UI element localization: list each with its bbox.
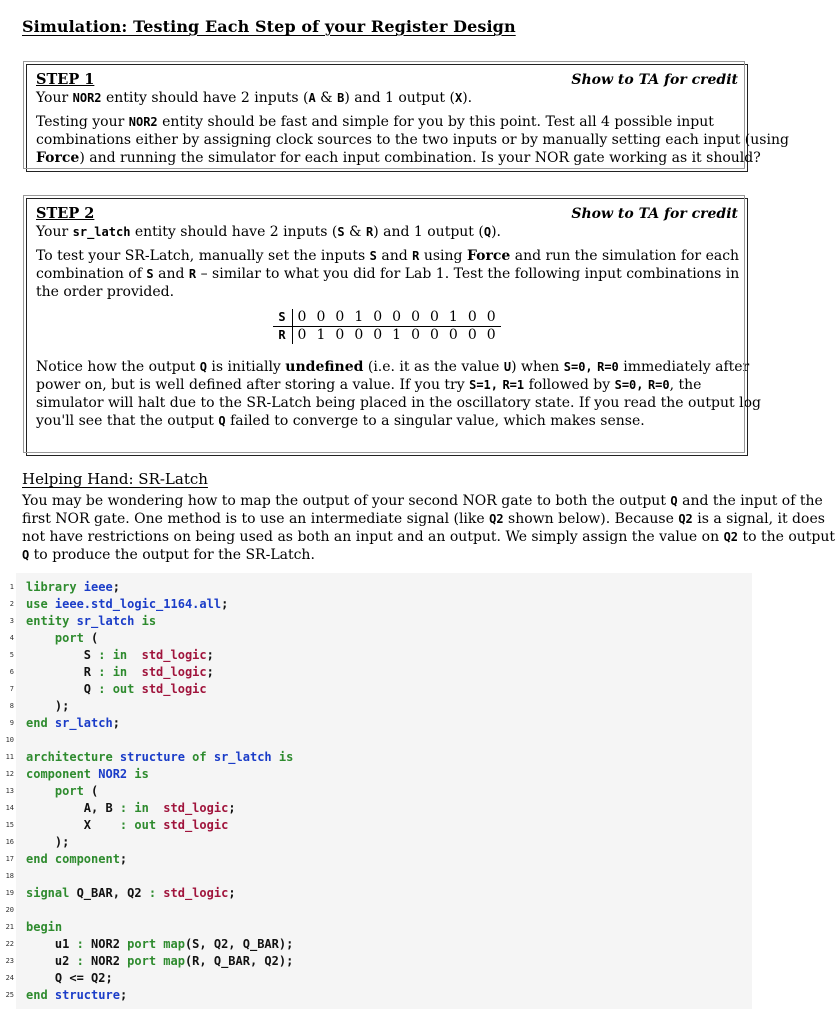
code-token: ;	[228, 801, 236, 815]
line-number: 11	[5, 753, 14, 761]
code-token: port	[54, 784, 92, 798]
code-token: :	[76, 954, 92, 968]
code-token: port map	[127, 954, 185, 968]
code-line	[26, 902, 293, 919]
code-line	[26, 647, 293, 664]
code-token: ;	[206, 648, 214, 662]
line-number: 15	[5, 821, 14, 829]
code-token: ;	[119, 852, 128, 866]
code-token: ;	[112, 716, 120, 730]
code-token: :	[76, 937, 92, 951]
code-line	[26, 783, 293, 800]
code-token: ;	[206, 665, 214, 679]
code-line	[26, 613, 293, 630]
code-token: (	[91, 631, 99, 645]
code-token: end component	[26, 852, 120, 866]
code-token: (S, Q2, Q_BAR);	[184, 937, 294, 951]
code-token: X	[26, 818, 120, 832]
code-token: : out	[119, 818, 164, 832]
row-label-r: R	[273, 327, 292, 345]
code-token: : in	[98, 648, 142, 662]
code-token: port map	[127, 937, 185, 951]
code-token: use	[26, 597, 55, 611]
code-token: ;	[221, 597, 229, 611]
code-line	[26, 817, 293, 834]
code-token: signal	[26, 886, 77, 900]
code-line	[26, 681, 293, 698]
code-token: architecture	[26, 750, 120, 764]
step2-intro: Your sr_latch entity should have 2 inputs (S & R) and 1 output (Q).	[36, 224, 501, 240]
line-number: 8	[9, 702, 14, 710]
line-number: 13	[5, 787, 14, 795]
code-line	[26, 868, 293, 885]
step2-para1: To test your SR-Latch, manually set the inputs S and R using Force and run the simulation for each combination of S and R – similar to what you did for Lab 1. Test the following input combinations in the order provided.	[36, 248, 740, 300]
input-combination-table	[273, 309, 500, 344]
code-token: std_logic	[163, 801, 229, 815]
code-token: Q	[26, 682, 99, 696]
code-token: A, B	[26, 801, 120, 815]
code-token: std_logic	[141, 665, 207, 679]
code-line	[26, 919, 293, 936]
table-row-s: S 0 0 0 1 0 0 0 0 1 0 0	[273, 309, 500, 327]
code-token: NOR2	[98, 767, 135, 781]
code-token: :	[148, 886, 164, 900]
step1-box	[26, 64, 789, 172]
code-token: u2	[26, 954, 77, 968]
line-number: 4	[9, 634, 14, 642]
line-number: 2	[9, 600, 14, 608]
code-lines	[26, 579, 293, 1004]
helping-hand-text: You may be wondering how to map the output of your second NOR gate to both the output Q and the input of the first NOR gate. One method is to use an intermediate signal (like Q2 shown below). Because Q2 is a signal, it does not have restrictions on being used as both an input and an output. We simply assign the value on Q2 to the output Q to produce the output for the SR-Latch.	[22, 493, 835, 563]
line-number: 24	[5, 974, 14, 982]
step2-label: STEP 2	[36, 205, 95, 222]
line-number: 7	[9, 685, 14, 693]
code-token: ;	[112, 580, 120, 594]
code-token: u1	[26, 937, 77, 951]
code-token: S	[26, 648, 99, 662]
code-token: Q <= Q2;	[26, 971, 113, 985]
code-line	[26, 766, 293, 783]
line-number-gutter	[2, 579, 14, 1004]
code-token: std_logic	[141, 682, 207, 696]
code-token: : out	[98, 682, 142, 696]
code-token: entity	[26, 614, 77, 628]
code-token: of	[192, 750, 214, 764]
code-token: std_logic	[163, 818, 229, 832]
line-number: 18	[5, 872, 14, 880]
code-line	[26, 596, 293, 613]
code-token: ;	[228, 886, 236, 900]
code-line	[26, 715, 293, 732]
code-token: structure	[54, 988, 120, 1002]
line-number: 23	[5, 957, 14, 965]
code-token: ;	[119, 988, 128, 1002]
code-token: (R, Q_BAR, Q2);	[184, 954, 294, 968]
code-token: R	[26, 665, 99, 679]
code-token: end	[26, 988, 55, 1002]
step1-label: STEP 1	[36, 71, 95, 88]
line-number: 10	[5, 736, 14, 744]
code-token: NOR2	[91, 954, 128, 968]
line-number: 9	[9, 719, 14, 727]
code-token: library	[26, 580, 84, 594]
code-line	[26, 851, 293, 868]
line-number: 17	[5, 855, 14, 863]
code-token: std_logic	[141, 648, 207, 662]
code-line	[26, 698, 293, 715]
code-line	[26, 953, 293, 970]
code-token: end	[26, 716, 55, 730]
code-token: (	[91, 784, 99, 798]
code-line	[26, 987, 293, 1004]
line-number: 5	[9, 651, 14, 659]
code-token: is	[134, 767, 149, 781]
line-number: 20	[5, 906, 14, 914]
code-token: : in	[98, 665, 142, 679]
line-number: 21	[5, 923, 14, 931]
step2-para2: Notice how the output Q is initially undefined (i.e. it as the value U) when S=0, R=0 immediately after power on, but is well defined after storing a value. If you try S=1, R=1 followed by S=0, R=0, the simulator will halt due to the SR-Latch being placed in the oscillatory state. If you read the output log you'll see that the output Q failed to converge to a singular value, which makes sense.	[36, 359, 761, 429]
code-token: NOR2	[91, 937, 128, 951]
row-label-s: S	[273, 309, 292, 327]
line-number: 22	[5, 940, 14, 948]
code-token: : in	[119, 801, 164, 815]
step1-body: Testing your NOR2 entity should be fast and simple for you by this point. Test all 4 possible input combinations either by assigning clock sources to the two inputs or by manually setting each input (using Force) and running the simulator for each input combination. Is your NOR gate working as it should?	[36, 114, 789, 166]
code-token: sr_latch	[54, 716, 113, 730]
step1-intro: Your NOR2 entity should have 2 inputs (A & B) and 1 output (X).	[36, 90, 473, 106]
code-token	[26, 631, 55, 645]
table-row-r: R 0 1 0 0 0 1 0 0 0 0 0	[273, 327, 500, 345]
code-token: structure	[119, 750, 193, 764]
code-line	[26, 579, 293, 596]
code-token: Q_BAR, Q2	[76, 886, 149, 900]
helping-hand-title: Helping Hand: SR-Latch	[22, 470, 208, 488]
code-line	[26, 732, 293, 749]
code-token: );	[26, 835, 70, 849]
code-token: is	[278, 750, 294, 764]
code-token: std_logic	[163, 886, 229, 900]
line-number: 1	[9, 583, 14, 591]
code-line	[26, 936, 293, 953]
code-line	[26, 885, 293, 902]
code-token: ieee.std_logic_1164.all	[54, 597, 222, 611]
line-number: 14	[5, 804, 14, 812]
line-number: 19	[5, 889, 14, 897]
section-title: Simulation: Testing Each Step of your Register Design	[22, 17, 516, 36]
code-line	[26, 834, 293, 851]
code-line	[26, 800, 293, 817]
code-line	[26, 630, 293, 647]
code-line	[26, 970, 293, 987]
line-number: 16	[5, 838, 14, 846]
code-token: sr_latch	[76, 614, 142, 628]
code-token: );	[26, 699, 70, 713]
vhdl-code-block	[5, 573, 752, 1009]
code-token: ieee	[83, 580, 113, 594]
code-token: component	[26, 767, 99, 781]
line-number: 3	[9, 617, 14, 625]
code-token	[26, 784, 55, 798]
line-number: 12	[5, 770, 14, 778]
code-token: sr_latch	[213, 750, 279, 764]
line-number: 6	[9, 668, 14, 676]
helping-hand-section	[22, 470, 835, 564]
code-line	[26, 664, 293, 681]
code-token: is	[141, 614, 157, 628]
line-number: 25	[5, 991, 14, 999]
step2-credit: Show to TA for credit	[571, 206, 738, 222]
step2-box	[26, 198, 761, 456]
code-token: begin	[26, 920, 63, 934]
step1-credit: Show to TA for credit	[571, 72, 738, 88]
code-token: port	[54, 631, 92, 645]
code-line	[26, 749, 293, 766]
